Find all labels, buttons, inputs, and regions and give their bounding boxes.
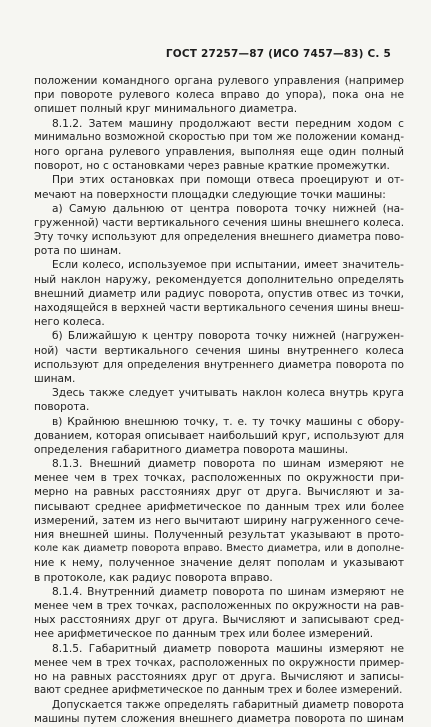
text-line: определения габаритного диаметра поворота машины. <box>34 443 349 456</box>
text-line: дованием, которая описывает наибольший круг, используют для <box>34 429 404 442</box>
text-line: машины путем сложения внешнего диаметра поворота по шинам <box>34 713 404 726</box>
text-line: ного органа рулевого управления, выполняя еще один полный <box>34 145 404 158</box>
text-line: находящейся в верхней части вертикального сечения шины внеш- <box>34 302 404 314</box>
text-line: измерений, затем из него вычитают ширину нагруженного сече- <box>34 514 404 527</box>
text-line: положении командного органа рулевого управления (например <box>34 75 404 87</box>
text-line: ние к нему, полученное значение делят пополам и указывают <box>34 557 404 570</box>
text-line: минимально возможной скоростью при том же положении команд- <box>34 131 404 143</box>
text-line: ных расстояниях друг от друга. Вычисляют и записывают сред- <box>34 614 404 627</box>
text-line: при повороте рулевого колеса вправо до упора), пока она не <box>34 89 404 102</box>
text-line: Эту точку используют для определения внешнего диаметра пово- <box>34 231 404 244</box>
text-line: мерно на равных расстояниях друг от друга. Вычисляют и за- <box>34 486 404 499</box>
body-text <box>34 74 404 727</box>
text-line: писывают среднее арифметическое по данным трех или более <box>34 500 404 513</box>
text-line: него колеса. <box>34 316 105 329</box>
text-line: Если колесо, используемое при испытании, имеет значитель- <box>52 259 404 272</box>
text-line: ной) части вертикального сечения шины внутреннего колеса <box>34 344 404 357</box>
text-line: б) Ближайшую к центру поворота точку нижней (нагружен- <box>52 330 404 343</box>
text-line: рота по шинам. <box>34 245 122 258</box>
text-line: используют для определения внутреннего диаметра поворота по <box>34 358 404 371</box>
text-line: а) Самую дальнюю от центра поворота точку нижней (на- <box>52 202 404 215</box>
text-line: менее чем в трех точках, расположенных по окружности пример- <box>34 656 404 669</box>
text-line: коле как диаметр поворота вправо. Вместо диаметра, или в дополне- <box>34 543 404 555</box>
text-line: опишет полный круг минимального диаметра. <box>34 103 298 116</box>
text-line: менее чем в трех точках, расположенных по окружности на рав- <box>34 599 404 612</box>
running-header: ГОСТ 27257—87 (ИСО 7457—83) С. 5 <box>165 48 391 60</box>
text-line: 8.1.4. Внутренний диаметр поворота по шинам измеряют не <box>52 585 404 598</box>
text-line: поворот, но с остановками через равные краткие промежутки. <box>34 160 390 173</box>
text-line: Здесь также следует учитывать наклон колеса внутрь круга <box>52 387 404 400</box>
text-line: поворота. <box>34 401 90 414</box>
text-line: 8.1.2. Затем машину продолжают вести передним ходом с <box>52 117 404 130</box>
text-line: ный наклон наружу, рекомендуется дополнительно определять <box>34 273 404 286</box>
text-line: в протоколе, как радиус поворота вправо. <box>34 571 273 584</box>
text-line: в) Крайнюю внешнюю точку, т. е. ту точку машины с обору- <box>52 415 404 428</box>
text-line: мечают на поверхности площадки следующие точки машины: <box>34 188 386 201</box>
text-line: но на равных расстояниях друг от друга. Вычисляют и записы- <box>34 670 404 683</box>
text-line: При этих остановках при помощи отвеса проецируют и от- <box>52 174 404 187</box>
text-line: груженной) части вертикального сечения шины внешнего колеса. <box>34 216 404 229</box>
text-line: ния внешней шины. Полученный результат указывают в прото- <box>34 529 404 541</box>
text-line: 8.1.3. Внешний диаметр поворота по шинам измеряют не <box>52 458 404 471</box>
text-line: вают среднее арифметическое по данным трех и более измерений. <box>34 685 403 697</box>
text-line: 8.1.5. Габаритный диаметр поворота машины измеряют не <box>52 642 404 655</box>
text-line: Допускается также определять габаритный диаметр поворота <box>52 699 404 712</box>
text-line: шинам. <box>34 372 76 385</box>
text-line: менее чем в трех точках, расположенных по окружности при- <box>34 472 404 485</box>
text-line: внешний диаметр или радиус поворота, опустив отвес из точки, <box>34 287 404 300</box>
text-line: нее арифметическое по данным трех или более измерений. <box>34 628 374 641</box>
